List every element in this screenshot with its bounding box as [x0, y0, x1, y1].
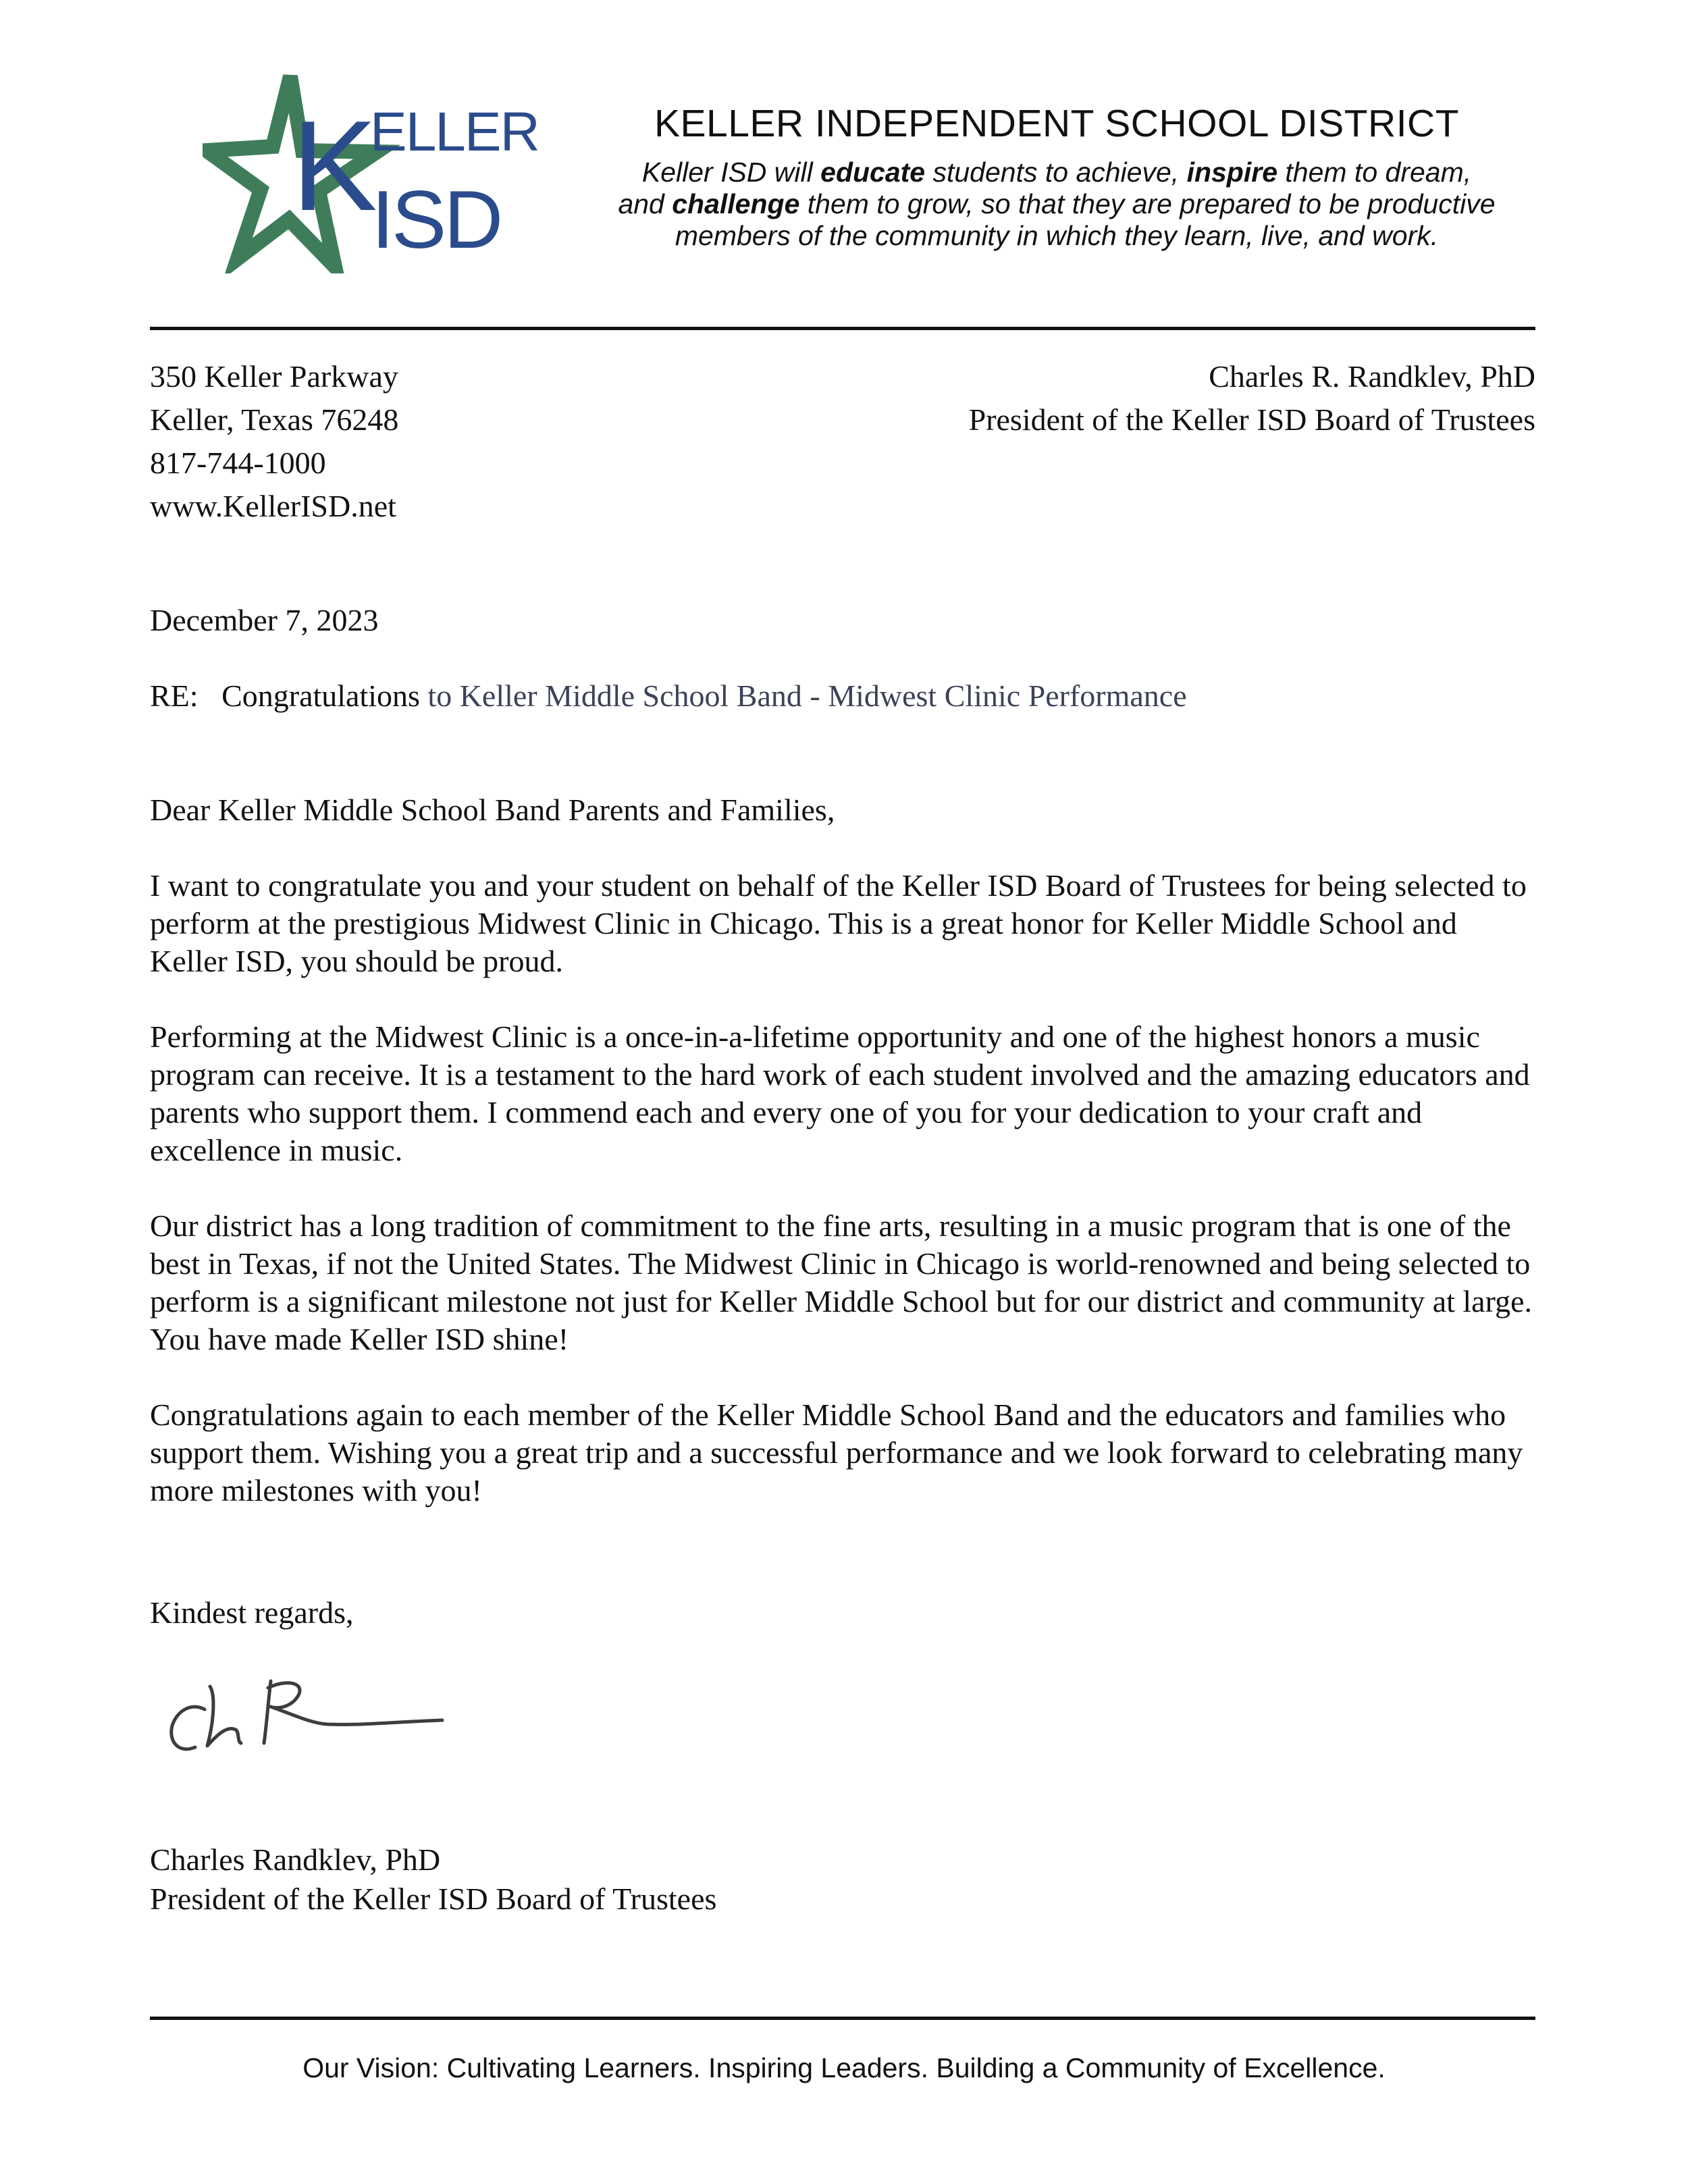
paragraph-2: Performing at the Midwest Clinic is a once-in-a-lifetime opportunity and one of the highest honors a music program can receive. It is a testament to the hard work of each student involved and the amazing educators and parents who support them. I commend each and every one of you for your dedication to your craft and excellence in music. — [150, 1019, 1530, 1167]
mission-text: them to grow, so that they are prepared to be productive — [799, 188, 1496, 219]
mission-statement — [594, 157, 1519, 252]
mission-emphasis: challenge — [672, 188, 800, 219]
header-divider — [150, 327, 1535, 330]
address-phone: 817-744-1000 — [150, 446, 326, 480]
handwritten-signature — [165, 1668, 449, 1776]
letter-body — [150, 791, 1541, 1547]
mission-text: students to achieve, — [925, 157, 1187, 188]
sender-block — [969, 355, 1535, 442]
letter-date: December 7, 2023 — [150, 603, 379, 637]
mission-text: members of the community in which they learn, live, and work. — [675, 220, 1439, 251]
subject-label: RE: — [150, 678, 199, 713]
paragraph-3: Our district has a long tradition of commitment to the fine arts, resulting in a music program that is one of the best in Texas, if not the United States. The Midwest Clinic in Chicago is world-renowned and being selected to perform is a significant milestone not just for Keller Middle School but for our district and community at large. You have made Keller ISD shine! — [150, 1208, 1532, 1356]
sender-title: President of the Keller ISD Board of Trustees — [968, 402, 1535, 437]
sender-name: Charles R. Randklev, PhD — [1209, 359, 1535, 394]
district-address — [150, 355, 398, 528]
footer-vision: Our Vision: Cultivating Learners. Inspiring Leaders. Building a Community of Excellence. — [302, 2052, 1386, 2083]
district-name: KELLER INDEPENDENT SCHOOL DISTRICT — [654, 102, 1460, 145]
mission-text: and — [618, 188, 672, 219]
closing: Kindest regards, — [150, 1595, 354, 1630]
address-street: 350 Keller Parkway — [150, 359, 398, 394]
signer-name: Charles Randklev, PhD — [150, 1842, 441, 1877]
keller-isd-logo — [203, 71, 540, 273]
subject-text: to Keller Middle School Band - Midwest Clinic Performance — [419, 678, 1187, 713]
paragraph-1: I want to congratulate you and your student on behalf of the Keller ISD Board of Trustees for being selected to perform at the prestigious Midwest Clinic in Chicago. This is a great honor for Keller Middle School and Keller ISD, you should be proud. — [150, 868, 1527, 978]
logo-word-eller: ELLER — [370, 101, 539, 163]
salutation: Dear Keller Middle School Band Parents and Families, — [150, 793, 835, 827]
paragraph-4: Congratulations again to each member of the Keller Middle School Band and the educators and families who support them. Wishing you a great trip and a successful performance and we look forward to celebrating many more milestones with you! — [150, 1397, 1523, 1508]
mission-text: Keller ISD will — [641, 157, 821, 188]
signer-block — [150, 1840, 716, 1919]
address-website: www.KellerISD.net — [150, 489, 396, 523]
footer-divider — [150, 2017, 1535, 2020]
logo-word-isd: ISD — [371, 174, 501, 265]
mission-emphasis: inspire — [1186, 157, 1277, 188]
mission-text: them to dream, — [1277, 157, 1472, 188]
subject-keyword: Congratulations — [221, 678, 420, 713]
subject-line — [150, 678, 1187, 714]
logo-letter-k: K — [292, 95, 377, 238]
address-city: Keller, Texas 76248 — [150, 402, 399, 437]
signer-title: President of the Keller ISD Board of Trustees — [150, 1882, 717, 1916]
mission-emphasis: educate — [820, 157, 926, 188]
